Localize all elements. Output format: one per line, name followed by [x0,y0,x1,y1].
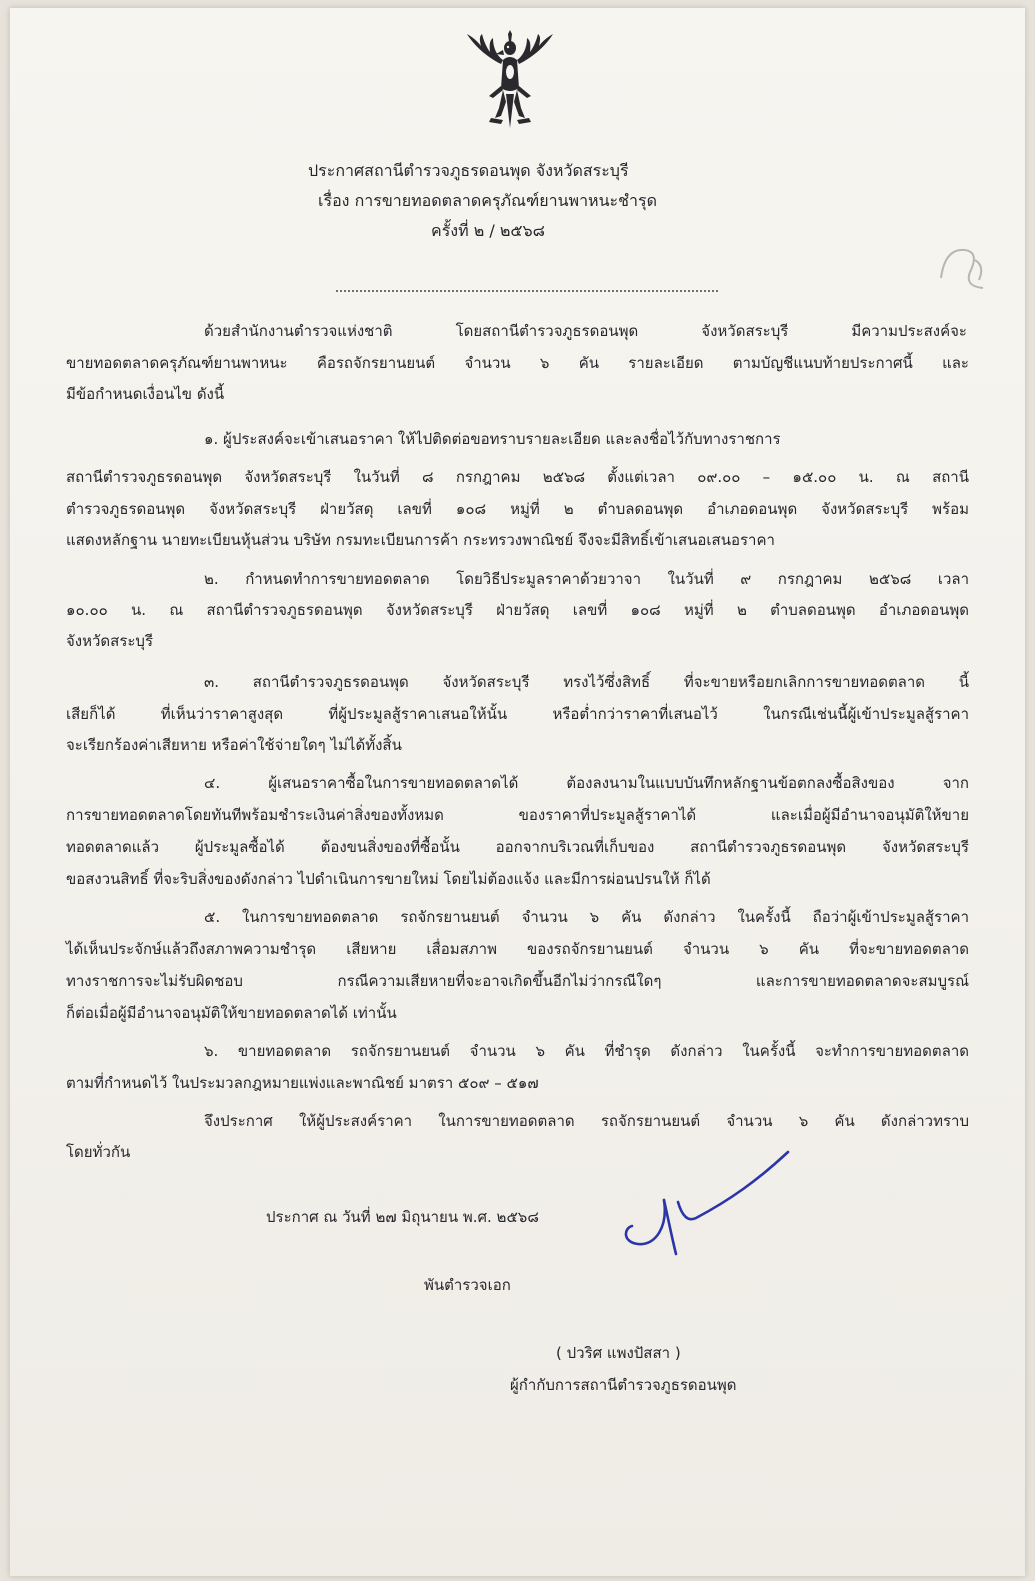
notice-subject: เรื่อง การขายทอดตลาดครุภัณฑ์ยานพาหนะชำรุด [318,191,657,210]
clause-2-text: ๑๐.๐๐ น. ณ สถานีตำรวจภูธรดอนพุด จังหวัดสระบุรี ฝ่ายวัสดุ เลขที่ ๑๐๘ หมู่ที่ ๒ ตำบลดอนพุด อำเภอดอนพุด [66,601,969,619]
clause-2-text: จังหวัดสระบุรี [66,632,154,650]
clause-1-heading: ๑. ผู้ประสงค์จะเข้าเสนอราคา ให้ไปติดต่อขอทราบรายละเอียด และลงชื่อไว้กับทางราชการ [204,430,781,448]
clause-4-text: ขอสงวนสิทธิ์ ที่จะริบสิ่งของดังกล่าว ไปดำเนินการขายใหม่ โดยไม่ต้องแจ้ง และมีการผ่อนปรนให้ ก็ได้ [66,870,711,888]
closing-statement: โดยทั่วกัน [66,1143,131,1161]
handwritten-mark [935,240,995,300]
clause-6-text: ตามที่กำหนดไว้ ในประมวลกฎหมายแพ่งและพาณิชย์ มาตรา ๕๐๙ – ๕๑๗ [66,1074,539,1092]
clause-1-text: สถานีตำรวจภูธรดอนพุด จังหวัดสระบุรี ในวันที่ ๘ กรกฎาคม ๒๕๖๘ ตั้งแต่เวลา ๐๙.๐๐ – ๑๕.๐๐ น. ณ สถานี [66,468,969,486]
clause-4-heading: ๔. ผู้เสนอราคาซื้อในการขายทอดตลาดได้ ต้องลงนามในแบบบันทึกหลักฐานข้อตกลงซื้อสิงของ จาก [204,774,969,792]
clause-4-text: การขายทอดตลาดโดยทันทีพร้อมชำระเงินค่าสิ่งของทั้งหมด ของราคาที่ประมูลสู้ราคาได้ และเมื่อผู้มีอำนาจอนุมัติให้ขาย [66,806,969,824]
clause-5-heading: ๕. ในการขายทอดตลาด รถจักรยานยนต์ จำนวน ๖ คัน ดังกล่าว ในครั้งนี้ ถือว่าผู้เข้าประมูลสู้ราคา [204,908,969,926]
clause-5-text: ได้เห็นประจักษ์แล้วถึงสภาพความชำรุด เสียหาย เสื่อมสภาพ ของรถจักรยานยนต์ จำนวน ๖ คัน ที่จะขายทอดตลาด [66,940,969,958]
intro-line: มีข้อกำหนดเงื่อนไข ดังนี้ [66,385,225,403]
closing-statement: จึงประกาศ ให้ผู้ประสงค์ราคา ในการขายทอดตลาด รถจักรยานยนต์ จำนวน ๖ คัน ดังกล่าวทราบ [204,1112,969,1130]
signatory-rank: พันตำรวจเอก [424,1276,511,1294]
issue-number: ครั้งที่ ๒ / ๒๕๖๘ [431,221,546,240]
announcement-date: ประกาศ ณ วันที่ ๒๗ มิถุนายน พ.ศ. ๒๕๖๘ [266,1208,539,1226]
header-divider [336,290,718,292]
signatory-name: ( ปวริศ แพงปัสสา ) [556,1344,681,1362]
clause-1-text: แสดงหลักฐาน นายทะเบียนหุ้นส่วน บริษัท กรมทะเบียนการค้า กระทรวงพาณิชย์ จึงจะมีสิทธิ์เข้าเสนอเสนอราคา [66,531,775,549]
handwritten-signature [610,1146,800,1256]
document-page [10,8,1025,1576]
clause-1-text: ตำรวจภูธรดอนพุด จังหวัดสระบุรี ฝ่ายวัสดุ เลขที่ ๑๐๘ หมู่ที่ ๒ ตำบลดอนพุด อำเภอดอนพุด จังหวัดสระบุรี พร้อม [66,500,969,518]
clause-3-heading: ๓. สถานีตำรวจภูธรดอนพุด จังหวัดสระบุรี ทรงไว้ซึ่งสิทธิ์ ที่จะขายหรือยกเลิกการขายทอดตลาด นี้ [204,673,969,691]
clause-2-heading: ๒. กำหนดทำการขายทอดตลาด โดยวิธีประมูลราคาด้วยวาจา ในวันที่ ๙ กรกฎาคม ๒๕๖๘ เวลา [204,570,969,588]
garuda-emblem [465,30,555,130]
intro-line: ด้วยสำนักงานตำรวจแห่งชาติ โดยสถานีตำรวจภูธรดอนพุด จังหวัดสระบุรี มีความประสงค์จะ [204,322,967,340]
notice-title: ประกาศสถานีตำรวจภูธรดอนพุด จังหวัดสระบุรี [308,161,629,180]
clause-5-text: ทางราชการจะไม่รับผิดชอบ กรณีความเสียหายที่จะอาจเกิดขึ้นอีกไม่ว่ากรณีใดๆ และการขายทอดตลาดจะสมบูรณ์ [66,972,969,990]
clause-5-text: ก็ต่อเมื่อผู้มีอำนาจอนุมัติให้ขายทอดตลาดได้ เท่านั้น [66,1004,397,1022]
signatory-position: ผู้กำกับการสถานีตำรวจภูธรดอนพุด [510,1376,737,1394]
clause-3-text: เสียก็ได้ ที่เห็นว่าราคาสูงสุด ที่ผู้ประมูลสู้ราคาเสนอให้นั้น หรือต่ำกว่าราคาที่เสนอไว้ ในกรณีเช่นนี้ผู้เข้าประมูลสู้ราคา [66,705,969,723]
clause-6-heading: ๖. ขายทอดตลาด รถจักรยานยนต์ จำนวน ๖ คัน ที่ชำรุด ดังกล่าว ในครั้งนี้ จะทำการขายทอดตลาด [204,1042,969,1060]
clause-4-text: ทอดตลาดแล้ว ผู้ประมูลซื้อได้ ต้องขนสิ่งของที่ซื้อนั้น ออกจากบริเวณที่เก็บของ สถานีตำรวจภูธรดอนพุด จังหวัดสระบุรี [66,838,969,856]
clause-3-text: จะเรียกร้องค่าเสียหาย หรือค่าใช้จ่ายใดๆ ไม่ได้ทั้งสิ้น [66,736,402,754]
intro-line: ขายทอดตลาดครุภัณฑ์ยานพาหนะ คือรถจักรยานยนต์ จำนวน ๖ คัน รายละเอียด ตามบัญชีแนบท้ายประกาศนี้ และ [66,354,969,372]
